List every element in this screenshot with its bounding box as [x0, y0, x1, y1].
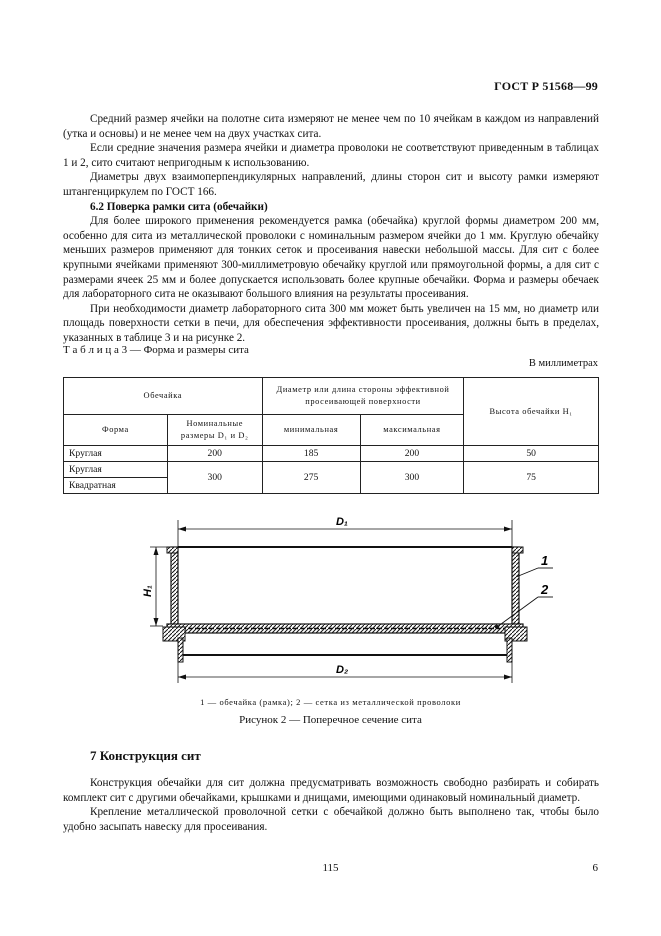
callout-number-1: 1	[541, 553, 549, 568]
paragraph-caliper: Диаметры двух взаимоперпендикулярных направлений, длины сторон сит и высоту рамки измеряют штангенциркулем по ГОСТ 166.	[63, 171, 599, 198]
cell-height: 75	[464, 462, 599, 494]
frame-bottom-skirt	[178, 638, 512, 662]
cell-nominal: 300	[167, 462, 262, 494]
figure-legend: 1 — обечайка (рамка); 2 — сетка из металлической проволоки	[200, 697, 461, 707]
intro-text	[63, 112, 599, 346]
table-row	[64, 462, 599, 478]
paragraph-mesh-fastening: Крепление металлической проволочной сетки с обечайкой должно быть выполнено так, чтобы было удобно засыпать навеску для просеивания.	[63, 806, 599, 833]
dimension-d1	[178, 516, 512, 547]
header-frame: Обечайка	[64, 378, 263, 415]
header-nominal-size: Номинальные размеры D₁ и D₂	[167, 415, 262, 446]
header-frame-height: Высота обечайки H₁	[464, 378, 599, 446]
table-row	[64, 446, 599, 462]
cell-nominal: 200	[167, 446, 262, 462]
label-h1: H₁	[142, 585, 154, 597]
label-d1: D₁	[336, 516, 348, 528]
callout-2	[495, 582, 553, 629]
figure-sieve-cross-section	[0, 505, 661, 695]
callout-1	[516, 553, 553, 577]
section-6-2-heading: 6.2 Поверка рамки сита (обечайки)	[90, 200, 268, 213]
cell-min: 185	[262, 446, 360, 462]
header-form: Форма	[64, 415, 168, 446]
header-minimum: минимальная	[262, 415, 360, 446]
header-effective-diameter: Диаметр или длина стороны эффективной просеивающей поверхности	[262, 378, 464, 415]
cell-form: Круглая	[64, 446, 168, 462]
header-maximum: максимальная	[360, 415, 464, 446]
figure-caption: Рисунок 2 — Поперечное сечение сита	[239, 714, 422, 726]
callout-number-2: 2	[541, 582, 549, 597]
table-units: В миллиметрах	[528, 358, 598, 369]
cell-max: 200	[360, 446, 464, 462]
paragraph-diameter-increase: При необходимости диаметр лабораторного сита 300 мм может быть увеличен на 15 мм, но диаметр или площадь поверхности сетки в печи, для обеспечения эффективности просеивания, должны быть в пределах, указанных в таблице 3 и на рисунке 2.	[63, 302, 599, 344]
document-header: ГОСТ Р 51568—99	[494, 79, 598, 93]
table-caption: Т а б л и ц а 3 — Форма и размеры сита	[63, 344, 249, 356]
table-sieve-dimensions	[63, 377, 599, 494]
paragraph-construction: Конструкция обечайки для сит должна предусматривать возможность свободно разбирать и собирать комплект сит с другими обечайками, крышками и днищами, имеющими одинаковый номинальный диаметр.	[63, 777, 599, 804]
cell-form: Квадратная	[64, 478, 168, 494]
sheet-number: 6	[592, 862, 598, 874]
cell-form: Круглая	[64, 462, 168, 478]
cell-max: 300	[360, 462, 464, 494]
page-number: 115	[322, 862, 339, 874]
dimension-d2	[178, 662, 512, 683]
paragraph-mesh-unfit: Если средние значения размера ячейки и диаметра проволоки не соответствуют приведенным в таблицах 1 и 2, сито считают непригодным к использованию.	[63, 142, 599, 169]
cell-min: 275	[262, 462, 360, 494]
section-7-text	[63, 776, 599, 834]
wire-mesh	[163, 624, 527, 641]
paragraph-mesh-measure: Средний размер ячейки на полотне сита измеряют не менее чем по 10 ячейкам в каждом из направлений (утка и основы) и не менее чем на двух участках сита.	[63, 113, 599, 140]
section-7-heading: 7 Конструкция сит	[90, 748, 201, 763]
dimension-h1	[142, 547, 167, 626]
label-d2: D₂	[336, 664, 349, 676]
cell-height: 50	[464, 446, 599, 462]
paragraph-frame-forms: Для более широкого применения рекомендуется рамка (обечайка) круглой формы диаметром 200 мм, особенно для сита из металлической проволоки с номинальным размером ячейки до 1 мм. Круглую обечайку меньших размеров применяют для тонких сеток и просеивания навески небольшой массы. Для сит с более крупными ячейками применяют 300-миллиметровую обечайку круглой или прямоугольной формы, а для сит с размерами ячеек 25 мм и более допускается использовать более крупные обечайки. Форма и размеры обечаек для лабораторного сита не оказывают большого влияния на результаты просеивания.	[63, 215, 599, 301]
